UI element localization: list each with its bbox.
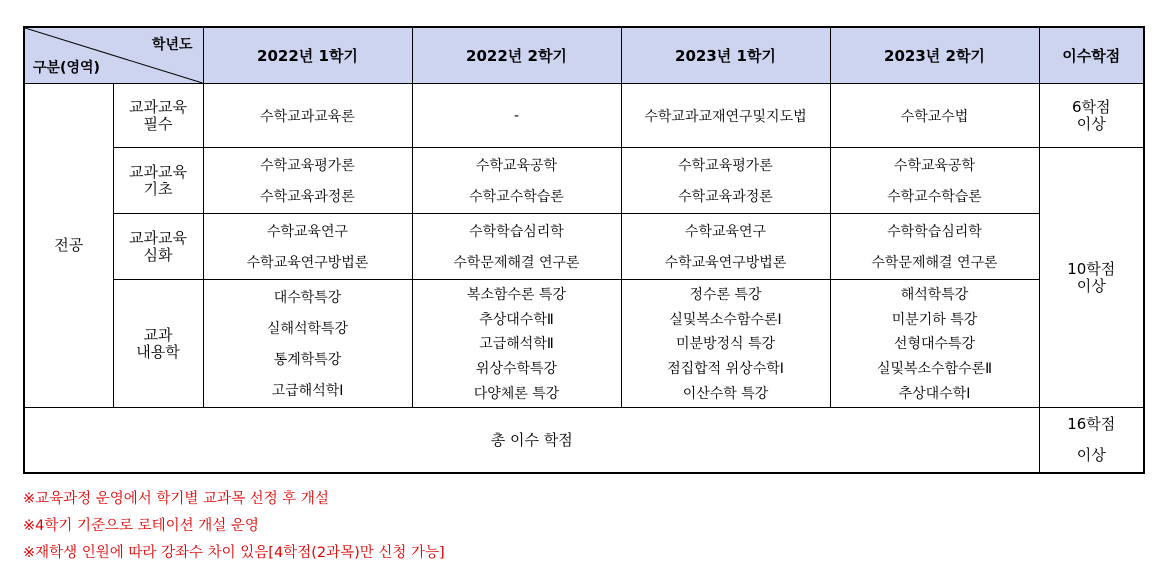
term-header: 2022년 2학기	[412, 27, 621, 84]
category-line: 교과교육	[129, 97, 187, 116]
credit-cell	[1039, 408, 1144, 473]
course-name: 추상대수학Ⅰ	[898, 386, 971, 403]
course-name: 미분방정식 특강	[675, 336, 776, 353]
category-cell	[113, 280, 203, 408]
table-row	[24, 148, 1144, 214]
course-name: 수학학습심리학	[887, 224, 982, 240]
term-header: 2023년 1학기	[621, 27, 830, 84]
course-name: 수학교육공학	[893, 158, 976, 174]
course-name: 수학교수학습론	[887, 189, 982, 205]
footnote: ※교육과정 운영에서 학기별 교과목 선정 후 개설	[23, 491, 329, 507]
course-cell: -	[412, 84, 621, 148]
course-name: 수학학습심리학	[469, 224, 564, 240]
course-cell: 수학교수법	[830, 84, 1039, 148]
course-cell	[830, 148, 1039, 214]
course-name: 수학문제해결 연구론	[453, 255, 580, 271]
credits-header: 이수학점	[1039, 27, 1144, 84]
category-line: 기초	[143, 179, 173, 198]
category-cell	[113, 84, 203, 148]
course-name: 고급해석학Ⅱ	[479, 336, 554, 353]
course-cell	[203, 280, 412, 408]
category-line: 교과교육	[129, 228, 187, 247]
header-row	[24, 27, 1144, 84]
credit-cell	[1039, 84, 1144, 148]
course-cell	[830, 280, 1039, 408]
category-line: 필수	[143, 114, 173, 133]
term-header: 2023년 2학기	[830, 27, 1039, 84]
course-name: 수학교육연구방법론	[664, 255, 787, 271]
footnote: ※재학생 인원에 따라 강좌수 차이 있음[4학점(2과목)만 신청 가능]	[23, 545, 445, 561]
category-cell	[113, 148, 203, 214]
course-name: 해석학특강	[900, 286, 969, 303]
year-header-label: 학년도	[151, 37, 193, 53]
credit-cell	[1039, 148, 1144, 408]
credit-value: 10학점	[1067, 259, 1116, 278]
credit-qualifier: 이상	[1076, 276, 1106, 295]
category-line: 내용학	[136, 342, 180, 361]
term-header: 2022년 1학기	[203, 27, 412, 84]
course-name: 수학교육연구방법론	[246, 255, 369, 271]
total-label: 총 이수 학점	[24, 408, 1039, 473]
curriculum-table	[23, 26, 1145, 474]
course-cell	[412, 148, 621, 214]
category-line: 교과	[143, 325, 173, 344]
credit-qualifier: 이상	[1076, 445, 1106, 464]
course-cell: 수학교과교재연구및지도법	[621, 84, 830, 148]
course-name: 수학교육과정론	[678, 189, 773, 205]
course-name: 위상수학특강	[475, 361, 558, 378]
course-name: 수학교육공학	[475, 158, 558, 174]
course-cell	[412, 214, 621, 280]
course-name: 추상대수학Ⅱ	[479, 311, 554, 328]
course-name: 고급해석학Ⅰ	[271, 383, 344, 399]
course-name: 수학교육과정론	[260, 189, 355, 205]
course-cell	[621, 280, 830, 408]
course-name: 수학교육평가론	[260, 158, 355, 174]
course-name: 수학교육평가론	[678, 158, 773, 174]
course-cell: 수학교과교육론	[203, 84, 412, 148]
course-name: 실및복소수함수론Ⅱ	[876, 361, 993, 378]
category-line: 교과교육	[129, 162, 187, 181]
credit-value: 16학점	[1067, 415, 1116, 433]
table-row	[24, 214, 1144, 280]
course-name: 수학교육연구	[684, 224, 767, 240]
course-name: 복소함수론 특강	[466, 286, 567, 303]
course-cell	[412, 280, 621, 408]
course-name: 실해석학특강	[266, 321, 349, 337]
footnotes	[23, 486, 445, 567]
category-header-label: 구분(영역)	[33, 60, 100, 76]
course-name: 대수학특강	[273, 290, 342, 306]
course-name: 정수론 특강	[689, 286, 762, 303]
course-name: 이산수학 특강	[682, 386, 769, 403]
course-cell	[621, 214, 830, 280]
course-cell	[830, 214, 1039, 280]
major-cell: 전공	[24, 84, 113, 408]
diagonal-header-cell	[24, 27, 203, 84]
total-row	[24, 408, 1144, 473]
course-name: 수학교수학습론	[469, 189, 564, 205]
course-name: 수학문제해결 연구론	[871, 255, 998, 271]
course-name: 다양체론 특강	[473, 386, 560, 403]
course-name: 실및복소수함수론Ⅰ	[669, 311, 782, 328]
footnote: ※4학기 기준으로 로테이션 개설 운영	[23, 518, 259, 534]
course-cell	[203, 148, 412, 214]
course-name: 선형대수특강	[893, 336, 976, 353]
credit-qualifier: 이상	[1076, 114, 1106, 133]
course-cell	[203, 214, 412, 280]
course-name: 미분기하 특강	[891, 311, 978, 328]
credit-value: 6학점	[1071, 97, 1111, 116]
table-row	[24, 280, 1144, 408]
category-cell	[113, 214, 203, 280]
course-cell	[621, 148, 830, 214]
course-name: 통계학특강	[273, 352, 342, 368]
course-name: 점집합적 위상수학Ⅰ	[667, 361, 784, 378]
course-name: 수학교육연구	[266, 224, 349, 240]
table-row	[24, 84, 1144, 148]
category-line: 심화	[143, 245, 173, 264]
